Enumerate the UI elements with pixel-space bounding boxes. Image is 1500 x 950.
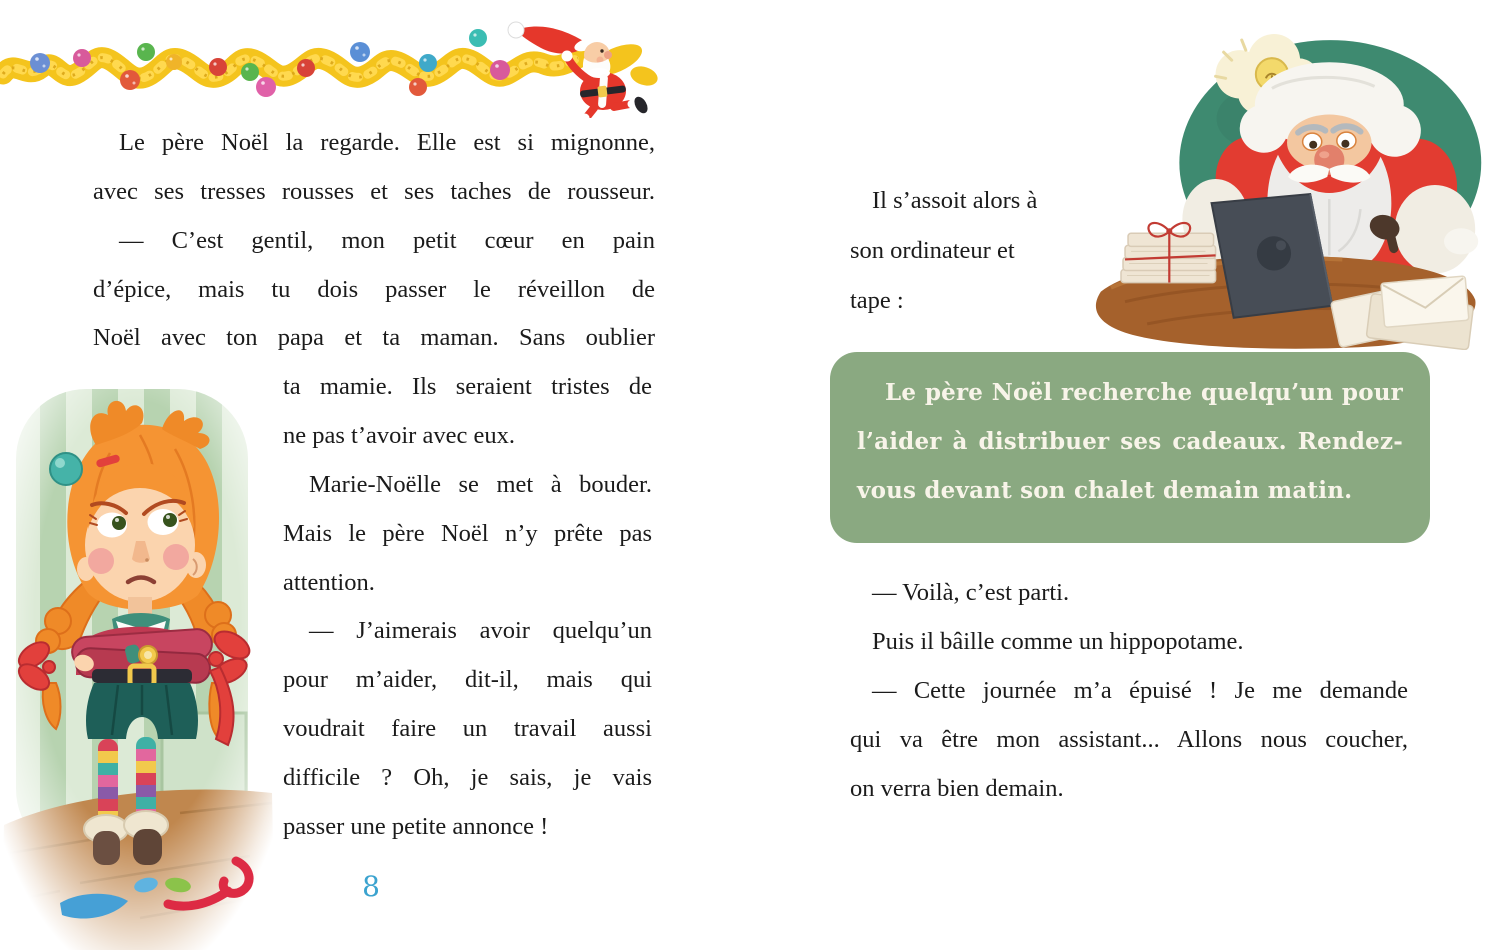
story-line: Puis il bâille comme un hippopotame. bbox=[872, 628, 1244, 655]
story-line: avec ses tresses rousses et ses taches de rousseur. bbox=[93, 178, 655, 205]
story-line: Le père Noël la regarde. Elle est si mignonne, bbox=[119, 129, 655, 156]
story-line: voudrait faire un travail aussi bbox=[283, 715, 652, 742]
story-line: passer une petite annonce ! bbox=[283, 813, 549, 840]
story-line: Noël avec ton papa et ta maman. Sans oublier bbox=[93, 324, 655, 351]
story-line: Il s’assoit alors à bbox=[872, 187, 1038, 214]
girl-illustration bbox=[0, 383, 275, 950]
announcement-line: Le père Noël recherche quelqu’un pour bbox=[885, 379, 1403, 406]
announcement-line: l’aider à distribuer ses cadeaux. Rendez- bbox=[857, 428, 1403, 455]
story-line: ta mamie. Ils seraient tristes de bbox=[283, 373, 652, 400]
story-line: — C’est gentil, mon petit cœur en pain bbox=[119, 227, 655, 254]
hair-ball-tie bbox=[50, 453, 82, 485]
story-line: Mais le père Noël n’y prête pas bbox=[283, 520, 652, 547]
story-line: difficile ? Oh, je sais, je vais bbox=[283, 764, 652, 791]
story-line: Marie-Noëlle se met à bouder. bbox=[309, 471, 652, 498]
story-line: attention. bbox=[283, 569, 375, 596]
announcement-box bbox=[830, 352, 1430, 543]
story-line: — Cette journée m’a épuisé ! Je me demande bbox=[872, 677, 1408, 704]
story-line: ne pas t’avoir avec eux. bbox=[283, 422, 515, 449]
story-line: tape : bbox=[850, 287, 904, 314]
story-line: son ordinateur et bbox=[850, 237, 1015, 264]
story-line: qui va être mon assistant... Allons nous coucher, bbox=[850, 726, 1408, 753]
story-line: pour m’aider, dit-il, mais qui bbox=[283, 666, 652, 693]
santa-laptop-illustration bbox=[1080, 28, 1484, 350]
story-line: — Voilà, c’est parti. bbox=[872, 579, 1070, 606]
page-number: 8 bbox=[362, 870, 380, 903]
story-line: — J’aimerais avoir quelqu’un bbox=[309, 617, 652, 644]
announcement-line: vous devant son chalet demain matin. bbox=[857, 477, 1353, 504]
story-line: on verra bien demain. bbox=[850, 775, 1064, 802]
garland-illustration bbox=[0, 14, 660, 118]
story-line: d’épice, mais tu dois passer le réveillon de bbox=[93, 276, 655, 303]
